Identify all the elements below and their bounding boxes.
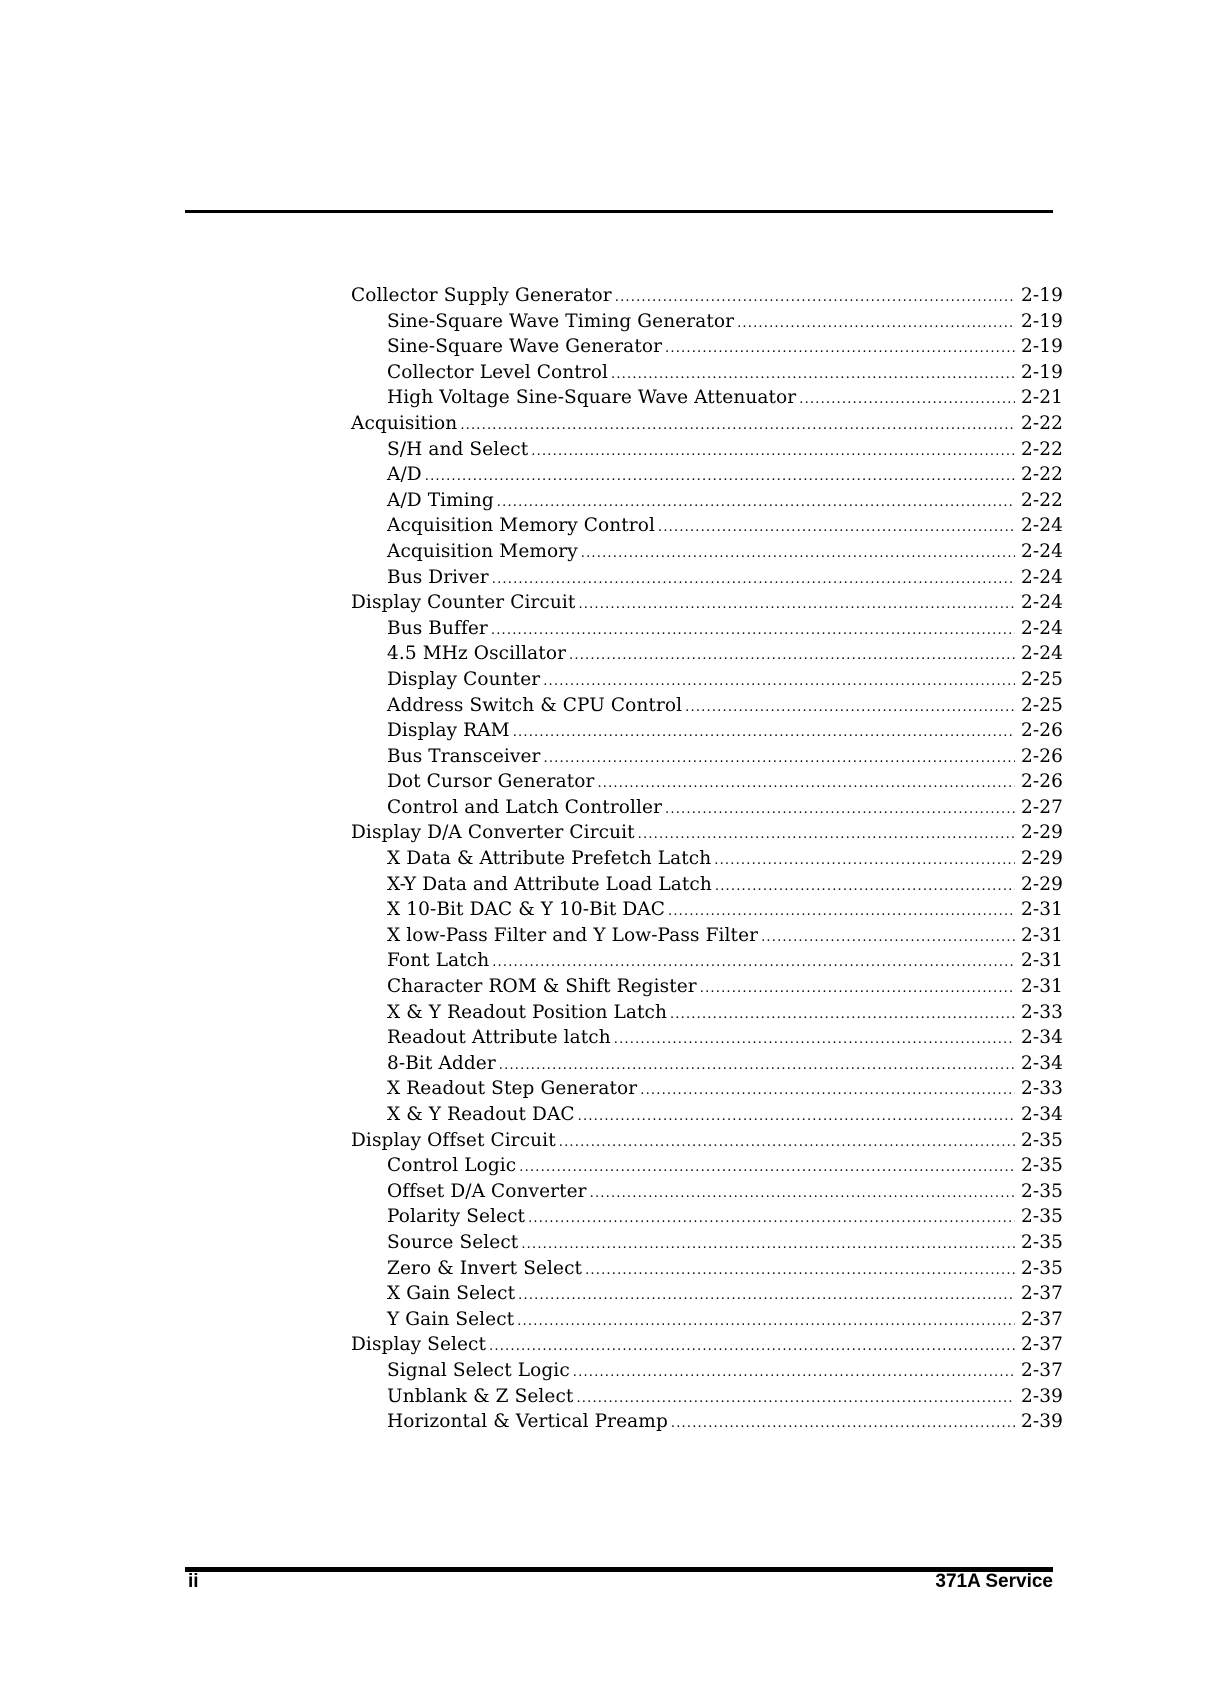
toc-subsection-entry [351,1307,1063,1333]
toc-subsection-entry [351,1076,1063,1102]
toc-dot-leader [492,567,1015,593]
toc-dot-leader [519,1155,1015,1181]
toc-dot-leader [611,362,1015,388]
toc-subsection-entry [351,897,1063,923]
toc-dot-leader [543,746,1015,772]
toc-entry-title: 4.5 MHz Oscillator [387,643,567,665]
toc-entry-title: X Gain Select [387,1283,516,1305]
toc-subsection-entry [351,565,1063,591]
toc-entry-page: 2-22 [1021,438,1063,460]
toc-entry-page: 2-37 [1021,1359,1063,1381]
toc-dot-leader [761,925,1015,951]
toc-subsection-entry [351,1281,1063,1307]
toc-entry-title: Signal Select Logic [387,1359,570,1381]
toc-entry-title: Font Latch [387,950,490,972]
toc-dot-leader [499,1053,1015,1079]
toc-entry-title: A/D [387,464,422,486]
toc-entry-title: Readout Attribute latch [387,1027,611,1049]
toc-dot-leader [590,1181,1015,1207]
toc-entry-title: X 10-Bit DAC & Y 10-Bit DAC [387,899,666,921]
toc-subsection-entry [351,1051,1063,1077]
toc-dot-leader [665,797,1015,823]
toc-entry-title: X low-Pass Filter and Y Low-Pass Filter [387,924,759,946]
toc-subsection-entry [351,1025,1063,1051]
toc-entry-page: 2-25 [1021,668,1063,690]
toc-entry-title: Bus Buffer [387,617,488,639]
toc-entry-title: Dot Cursor Generator [387,771,595,793]
toc-dot-leader [521,1232,1015,1258]
toc-entry-title: Zero & Invert Select [387,1257,583,1279]
toc-entry-page: 2-19 [1021,336,1063,358]
toc-subsection-entry [351,718,1063,744]
toc-dot-leader [671,1411,1015,1437]
footer-manual-title: 371A Service [935,1571,1053,1592]
toc-subsection-entry [351,948,1063,974]
toc-subsection-entry [351,846,1063,872]
toc-subsection-entry [351,1000,1063,1026]
toc-entry-page: 2-31 [1021,899,1063,921]
toc-entry-title: Display D/A Converter Circuit [351,822,635,844]
toc-entry-title: Display RAM [387,720,510,742]
top-rule [185,210,1053,213]
toc-dot-leader [585,1258,1015,1284]
toc-subsection-entry [351,1204,1063,1230]
toc-dot-leader [543,669,1015,695]
toc-subsection-entry [351,513,1063,539]
toc-entry-page: 2-35 [1021,1155,1063,1177]
toc-dot-leader [614,1027,1015,1053]
toc-dot-leader [638,822,1015,848]
toc-entry-title: Bus Driver [387,566,489,588]
toc-subsection-entry [351,334,1063,360]
toc-dot-leader [670,1002,1015,1028]
toc-dot-leader [518,1283,1015,1309]
toc-dot-leader [640,1078,1015,1104]
toc-entry-title: Display Counter [387,668,541,690]
toc-dot-leader [597,771,1015,797]
toc-subsection-entry [351,616,1063,642]
toc-subsection-entry [351,769,1063,795]
toc-dot-leader [573,1360,1015,1386]
toc-entry-page: 2-35 [1021,1231,1063,1253]
toc-entry-title: Acquisition Memory [387,540,578,562]
toc-entry-title: A/D Timing [387,489,494,511]
toc-subsection-entry [351,360,1063,386]
toc-entry-page: 2-24 [1021,617,1063,639]
toc-subsection-entry [351,974,1063,1000]
toc-entry-page: 2-34 [1021,1052,1063,1074]
toc-dot-leader [658,515,1015,541]
toc-entry-page: 2-22 [1021,464,1063,486]
toc-subsection-entry [351,1409,1063,1435]
toc-subsection-entry [351,437,1063,463]
toc-subsection-entry [351,309,1063,335]
toc-subsection-entry [351,923,1063,949]
toc-entry-page: 2-33 [1021,1078,1063,1100]
toc-dot-leader [528,1206,1015,1232]
toc-entry-page: 2-37 [1021,1283,1063,1305]
toc-entry-page: 2-31 [1021,976,1063,998]
toc-entry-page: 2-24 [1021,592,1063,614]
toc-section-entry [351,1128,1063,1154]
toc-subsection-entry [351,385,1063,411]
toc-entry-title: Address Switch & CPU Control [387,694,683,716]
toc-entry-title: Y Gain Select [387,1308,515,1330]
toc-dot-leader [576,1386,1015,1412]
toc-dot-leader [492,950,1015,976]
toc-dot-leader [799,387,1015,413]
toc-subsection-entry [351,1384,1063,1410]
toc-entry-page: 2-21 [1021,387,1063,409]
toc-entry-page: 2-35 [1021,1180,1063,1202]
toc-dot-leader [425,464,1015,490]
toc-dot-leader [578,592,1015,618]
toc-entry-page: 2-31 [1021,950,1063,972]
toc-dot-leader [668,899,1015,925]
toc-entry-title: Unblank & Z Select [387,1385,574,1407]
toc-section-entry [351,411,1063,437]
table-of-contents [351,283,1063,1435]
toc-dot-leader [489,1334,1015,1360]
toc-subsection-entry [351,795,1063,821]
toc-subsection-entry [351,462,1063,488]
toc-dot-leader [665,336,1015,362]
toc-entry-page: 2-37 [1021,1334,1063,1356]
toc-subsection-entry [351,1230,1063,1256]
toc-subsection-entry [351,1358,1063,1384]
toc-subsection-entry [351,1256,1063,1282]
toc-section-entry [351,820,1063,846]
toc-entry-page: 2-39 [1021,1385,1063,1407]
toc-entry-title: Polarity Select [387,1206,526,1228]
toc-entry-title: X & Y Readout Position Latch [387,1001,667,1023]
toc-subsection-entry [351,667,1063,693]
toc-entry-page: 2-22 [1021,412,1063,434]
toc-entry-title: Character ROM & Shift Register [387,976,697,998]
toc-subsection-entry [351,1153,1063,1179]
toc-dot-leader [513,720,1015,746]
toc-entry-title: Sine-Square Wave Generator [387,336,663,358]
toc-entry-title: Horizontal & Vertical Preamp [387,1411,668,1433]
toc-dot-leader [569,643,1015,669]
toc-entry-page: 2-39 [1021,1411,1063,1433]
toc-entry-page: 2-29 [1021,822,1063,844]
toc-entry-page: 2-24 [1021,643,1063,665]
toc-entry-title: X Data & Attribute Prefetch Latch [387,848,712,870]
toc-entry-page: 2-24 [1021,540,1063,562]
toc-dot-leader [491,618,1015,644]
toc-subsection-entry [351,1102,1063,1128]
toc-entry-page: 2-19 [1021,361,1063,383]
toc-entry-title: Display Offset Circuit [351,1129,556,1151]
toc-entry-page: 2-34 [1021,1027,1063,1049]
toc-entry-page: 2-35 [1021,1129,1063,1151]
toc-entry-page: 2-37 [1021,1308,1063,1330]
toc-section-entry [351,1332,1063,1358]
bottom-rule [185,1567,1053,1572]
toc-entry-page: 2-29 [1021,848,1063,870]
toc-dot-leader [685,695,1015,721]
toc-section-entry [351,590,1063,616]
toc-entry-title: Offset D/A Converter [387,1180,587,1202]
toc-dot-leader [460,413,1015,439]
toc-entry-title: X & Y Readout DAC [387,1104,575,1125]
toc-entry-title: X-Y Data and Attribute Load Latch [387,873,712,895]
toc-entry-page: 2-35 [1021,1257,1063,1279]
toc-subsection-entry [351,488,1063,514]
toc-subsection-entry [351,641,1063,667]
toc-entry-title: X Readout Step Generator [387,1078,638,1100]
toc-entry-page: 2-35 [1021,1206,1063,1228]
toc-subsection-entry [351,693,1063,719]
toc-entry-title: Bus Transceiver [387,745,541,767]
toc-dot-leader [737,311,1015,337]
toc-entry-title: Collector Level Control [387,361,609,383]
toc-entry-page: 2-24 [1021,566,1063,588]
toc-entry-title: Control and Latch Controller [387,796,663,818]
toc-entry-title: High Voltage Sine-Square Wave Attenuator [387,387,797,409]
toc-entry-page: 2-29 [1021,873,1063,895]
toc-dot-leader [581,541,1015,567]
toc-entry-page: 2-26 [1021,771,1063,793]
toc-entry-title: Source Select [387,1231,519,1253]
toc-dot-leader [497,490,1015,516]
toc-entry-page: 2-25 [1021,694,1063,716]
toc-subsection-entry [351,539,1063,565]
toc-dot-leader [531,439,1015,465]
toc-entry-page: 2-27 [1021,796,1063,818]
footer-page-number: ii [188,1571,199,1592]
toc-entry-page: 2-26 [1021,745,1063,767]
toc-entry-page: 2-31 [1021,924,1063,946]
toc-entry-title: Collector Supply Generator [351,285,612,306]
toc-entry-title: Display Select [351,1334,487,1356]
toc-entry-page: 2-33 [1021,1001,1063,1023]
toc-entry-title: S/H and Select [387,438,529,460]
toc-dot-leader [559,1130,1015,1156]
toc-dot-leader [715,874,1015,900]
toc-entry-title: Sine-Square Wave Timing Generator [387,310,735,332]
toc-entry-page: 2-24 [1021,515,1063,537]
toc-entry-title: Control Logic [387,1155,517,1177]
toc-dot-leader [578,1104,1015,1130]
toc-subsection-entry [351,872,1063,898]
toc-entry-page: 2-34 [1021,1104,1063,1125]
toc-entry-page: 2-22 [1021,489,1063,511]
toc-dot-leader [700,976,1015,1002]
toc-entry-title: 8-Bit Adder [387,1052,496,1074]
toc-entry-title: Acquisition [351,412,458,434]
toc-subsection-entry [351,1179,1063,1205]
toc-entry-title: Acquisition Memory Control [387,515,655,537]
toc-dot-leader [615,285,1015,311]
toc-dot-leader [517,1309,1015,1335]
toc-entry-title: Display Counter Circuit [351,592,576,614]
toc-entry-page: 2-19 [1021,310,1063,332]
toc-section-entry [351,283,1063,309]
toc-entry-page: 2-26 [1021,720,1063,742]
toc-subsection-entry [351,744,1063,770]
toc-entry-page: 2-19 [1021,285,1063,306]
toc-dot-leader [714,848,1015,874]
